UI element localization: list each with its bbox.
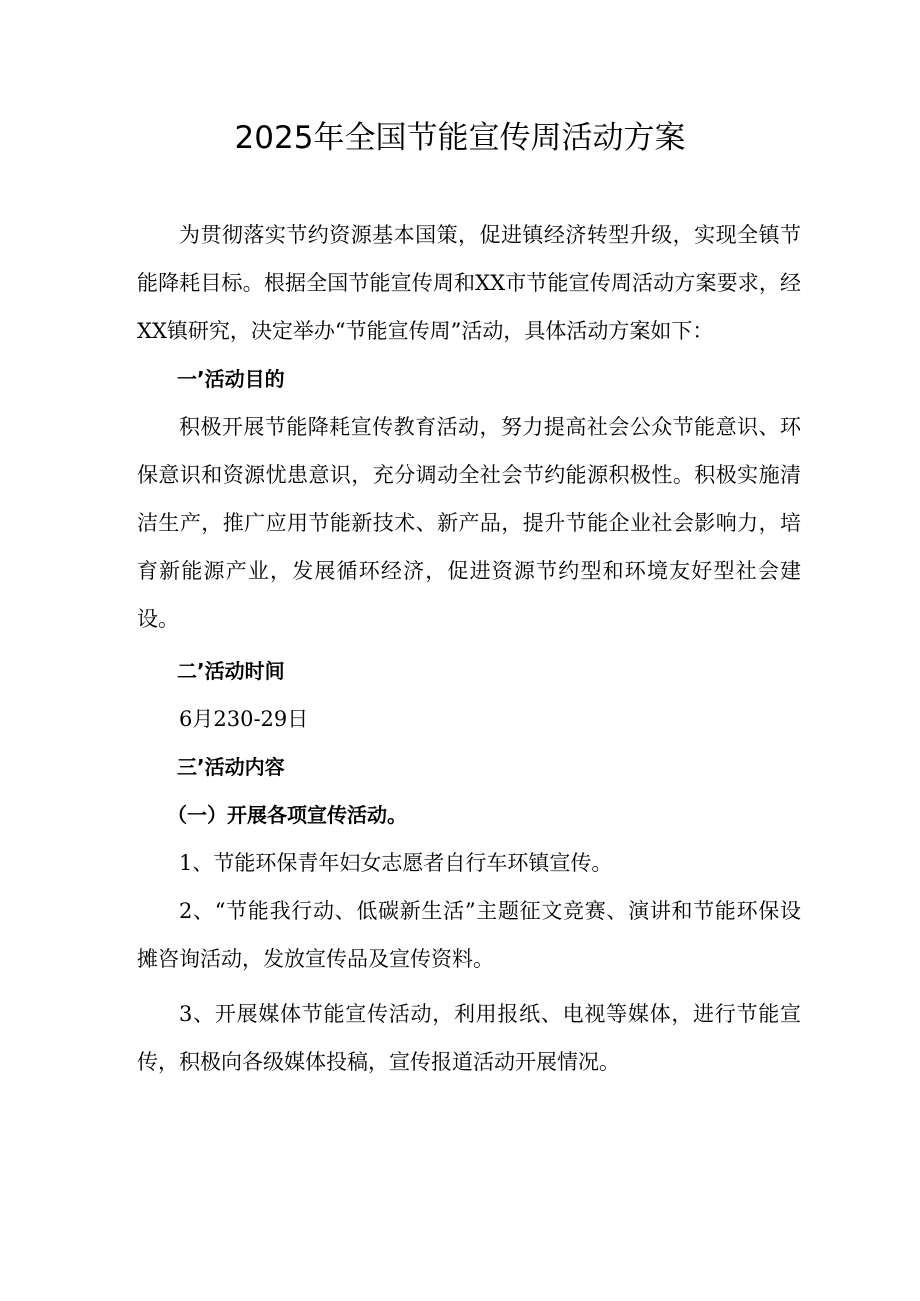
content-item: 2、“节能我行动、低碳新生活”主题征文竞赛、演讲和节能环保设摊咨询活动，发放宣传品及宣传资料。 [137,899,801,971]
section-heading-time: 二’活动时间 [177,659,285,683]
section-heading-purpose: 一’活动目的 [177,367,285,391]
purpose-paragraph: 积极开展节能降耗宣传教育活动，努力提高社会公众节能意识、环保意识和资源忧患意识，充分调动全社会节约能源积极性。积极实施清洁生产，推广应用节能新技术、新产品，提升节能企业社会影响力，培育新能源产业，发展循环经济，促进资源节约型和环境友好型社会建设。 [137,415,801,631]
section-heading-content: 三’活动内容 [177,755,285,779]
content-item: 1、节能环保青年妇女志愿者自行车环镇宣传。 [179,851,613,875]
time-paragraph: 6月230-29日 [179,707,309,731]
intro-paragraph: 为贯彻落实节约资源基本国策，促进镇经济转型升级，实现全镇节能降耗目标。根据全国节能宣传周和XX市节能宣传周活动方案要求，经XX镇研究，决定举办“节能宣传周”活动，具体活动方案如下： [137,223,801,343]
document-body [137,211,801,1086]
content-subheading: （一）开展各项宣传活动。 [167,803,407,827]
content-item: 3、开展媒体节能宣传活动，利用报纸、电视等媒体，进行节能宣传，积极向各级媒体投稿，宣传报道活动开展情况。 [137,1002,801,1074]
document-title: 2025年全国节能宣传周活动方案 [234,120,686,156]
